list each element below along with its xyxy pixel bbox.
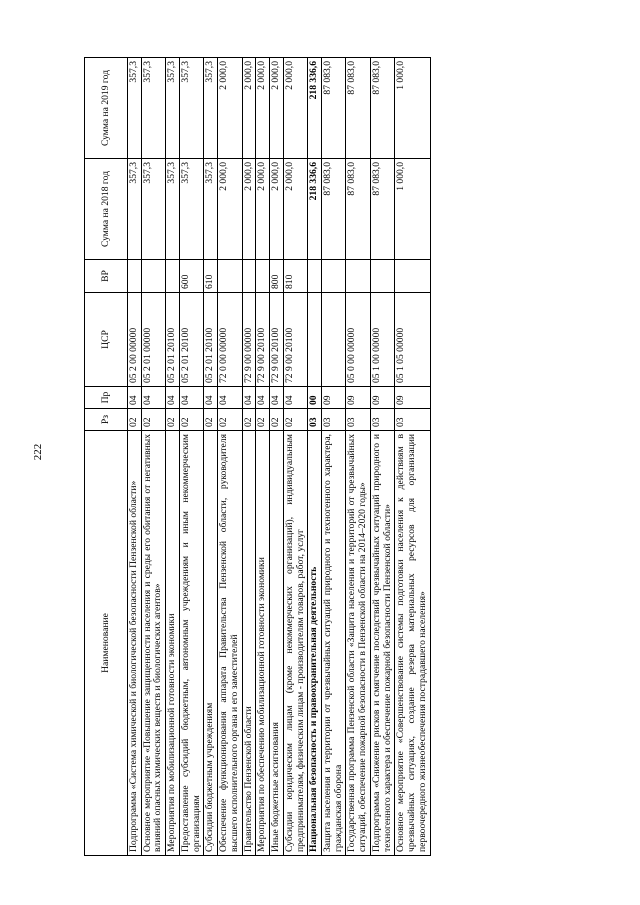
header-sum-2019: Сумма на 2019 год [85, 58, 128, 159]
cell-pr: 04 [283, 387, 307, 409]
cell-sum-2018: 87 083,0 [370, 159, 394, 260]
table-row [370, 58, 394, 856]
cell-rz: 03 [322, 409, 346, 431]
header-pr: Пр [85, 387, 128, 409]
cell-csr: 72 9 00 20100 [270, 293, 284, 387]
cell-vr [242, 260, 256, 293]
cell-rz: 02 [218, 409, 242, 431]
cell-name: Правительство Пензенской области [242, 431, 256, 856]
cell-name: Иные бюджетные ассигнования [270, 431, 284, 856]
cell-sum-2018: 2 000,0 [218, 159, 242, 260]
cell-sum-2018: 87 083,0 [322, 159, 346, 260]
cell-sum-2019: 2 000,0 [283, 58, 307, 159]
cell-pr: 04 [242, 387, 256, 409]
table-row [242, 58, 256, 856]
table-row [128, 58, 142, 856]
cell-vr [308, 260, 322, 293]
cell-csr: 72 0 00 00000 [218, 293, 242, 387]
cell-sum-2018: 357,3 [179, 159, 203, 260]
cell-csr: 72 9 00 20100 [283, 293, 307, 387]
cell-rz: 02 [179, 409, 203, 431]
cell-pr: 04 [204, 387, 218, 409]
cell-sum-2019: 357,3 [179, 58, 203, 159]
cell-sum-2018: 2 000,0 [283, 159, 307, 260]
cell-pr: 04 [128, 387, 142, 409]
cell-sum-2019: 357,3 [128, 58, 142, 159]
budget-table [84, 57, 431, 856]
cell-vr [128, 260, 142, 293]
cell-sum-2018: 2 000,0 [270, 159, 284, 260]
table-header-row [85, 58, 128, 856]
cell-sum-2018: 2 000,0 [242, 159, 256, 260]
cell-rz: 02 [242, 409, 256, 431]
cell-sum-2019: 357,3 [141, 58, 165, 159]
table-row [204, 58, 218, 856]
cell-rz: 02 [128, 409, 142, 431]
cell-vr [218, 260, 242, 293]
table-row [218, 58, 242, 856]
header-vr: ВР [85, 260, 128, 293]
table-row [141, 58, 165, 856]
cell-vr: 600 [179, 260, 203, 293]
table-row [308, 58, 322, 856]
table-row [395, 58, 430, 856]
cell-rz: 02 [270, 409, 284, 431]
cell-name: Основное мероприятие «Совершенствование системы подготовки населения к действиям в чрезвычайных ситуациях, создание резерва материальных ресурсов для организации первоочередного жизнеобеспечения пострадавшего населения» [395, 431, 430, 856]
cell-csr: 05 0 00 00000 [346, 293, 370, 387]
cell-sum-2019: 2 000,0 [270, 58, 284, 159]
cell-csr: 72 9 00 00000 [242, 293, 256, 387]
cell-rz: 02 [204, 409, 218, 431]
table-row [166, 58, 180, 856]
cell-sum-2019: 2 000,0 [242, 58, 256, 159]
cell-name: Национальная безопасность и правоохранительная деятельность [308, 431, 322, 856]
header-name: Наименование [85, 431, 128, 856]
table-row [256, 58, 270, 856]
cell-name: Мероприятия по обеспечению мобилизационной готовности экономики [256, 431, 270, 856]
cell-name: Обеспечение функционирования аппарата Правительства Пензенской области, руководителя высшего исполнительного органа и его заместителей [218, 431, 242, 856]
cell-sum-2019: 87 083,0 [322, 58, 346, 159]
cell-rz: 03 [308, 409, 322, 431]
cell-sum-2018: 218 336,6 [308, 159, 322, 260]
cell-sum-2019: 87 083,0 [370, 58, 394, 159]
header-sum-2018: Сумма на 2018 год [85, 159, 128, 260]
cell-name: Подпрограмма «Снижение рисков и смягчение последствий чрезвычайных ситуаций природного и техногенного характера и обеспечение пожарной безопасности Пензенской области» [370, 431, 394, 856]
cell-sum-2019: 1 000,0 [395, 58, 430, 159]
cell-name: Субсидии бюджетным учреждениям [204, 431, 218, 856]
cell-sum-2018: 2 000,0 [256, 159, 270, 260]
cell-pr: 04 [256, 387, 270, 409]
table-row [283, 58, 307, 856]
cell-rz: 03 [346, 409, 370, 431]
cell-vr [346, 260, 370, 293]
cell-vr [166, 260, 180, 293]
cell-vr [370, 260, 394, 293]
table-row [346, 58, 370, 856]
cell-name: Субсидии юридическим лицам (кроме некоммерческих организаций), индивидуальным предпринимателям, физическим лицам - производителям товаров, работ, услуг [283, 431, 307, 856]
cell-csr: 05 2 01 20100 [204, 293, 218, 387]
cell-name: Защита населения и территории от чрезвычайных ситуаций природного и техногенного характера, гражданская оборона [322, 431, 346, 856]
cell-vr: 800 [270, 260, 284, 293]
cell-sum-2018: 357,3 [141, 159, 165, 260]
cell-rz: 02 [256, 409, 270, 431]
table-row [322, 58, 346, 856]
cell-name: Предоставление субсидий бюджетным, автономным учреждениям и иным некоммерческим организациям [179, 431, 203, 856]
cell-vr [256, 260, 270, 293]
rotated-page-content [84, 58, 558, 856]
cell-sum-2018: 1 000,0 [395, 159, 430, 260]
cell-csr: 05 2 01 20100 [166, 293, 180, 387]
cell-csr: 05 2 01 20100 [179, 293, 203, 387]
cell-rz: 02 [166, 409, 180, 431]
cell-csr: 05 2 01 00000 [141, 293, 165, 387]
table-row [179, 58, 203, 856]
cell-sum-2018: 87 083,0 [346, 159, 370, 260]
header-csr: ЦСР [85, 293, 128, 387]
cell-pr: 09 [322, 387, 346, 409]
cell-vr: 610 [204, 260, 218, 293]
cell-pr: 04 [179, 387, 203, 409]
cell-pr: 00 [308, 387, 322, 409]
cell-pr: 04 [270, 387, 284, 409]
cell-vr [141, 260, 165, 293]
cell-vr [322, 260, 346, 293]
table-row [270, 58, 284, 856]
cell-csr: 05 1 00 00000 [370, 293, 394, 387]
cell-sum-2019: 218 336,6 [308, 58, 322, 159]
cell-pr: 09 [370, 387, 394, 409]
cell-pr: 09 [395, 387, 430, 409]
cell-rz: 03 [395, 409, 430, 431]
cell-pr: 09 [346, 387, 370, 409]
cell-sum-2019: 2 000,0 [218, 58, 242, 159]
cell-name: Основное мероприятие «Повышение защищенности населения и среды его обитания от негативных влияний опасных химических веществ и биологических агентов» [141, 431, 165, 856]
cell-csr: 05 1 05 00000 [395, 293, 430, 387]
cell-sum-2019: 87 083,0 [346, 58, 370, 159]
header-rz: Рз [85, 409, 128, 431]
cell-pr: 04 [218, 387, 242, 409]
cell-sum-2018: 357,3 [128, 159, 142, 260]
cell-rz: 02 [283, 409, 307, 431]
cell-csr [308, 293, 322, 387]
cell-pr: 04 [166, 387, 180, 409]
cell-csr: 72 9 00 20100 [256, 293, 270, 387]
page-number: 222 [32, 443, 44, 461]
cell-vr: 810 [283, 260, 307, 293]
cell-name: Мероприятия по мобилизационной готовности экономики [166, 431, 180, 856]
cell-name: Государственная программа Пензенской области «Защита населения и территорий от чрезвычайных ситуаций, обеспечение пожарной безопасности в Пензенской области на 2014–2020 годы» [346, 431, 370, 856]
cell-pr: 04 [141, 387, 165, 409]
cell-vr [395, 260, 430, 293]
cell-csr: 05 2 00 00000 [128, 293, 142, 387]
cell-csr [322, 293, 346, 387]
cell-sum-2019: 357,3 [166, 58, 180, 159]
table-body [128, 58, 431, 856]
cell-rz: 02 [141, 409, 165, 431]
cell-sum-2018: 357,3 [204, 159, 218, 260]
cell-sum-2019: 2 000,0 [256, 58, 270, 159]
cell-name: Подпрограмма «Система химической и биологической безопасности Пензенской области» [128, 431, 142, 856]
cell-rz: 03 [370, 409, 394, 431]
cell-sum-2018: 357,3 [166, 159, 180, 260]
cell-sum-2019: 357,3 [204, 58, 218, 159]
